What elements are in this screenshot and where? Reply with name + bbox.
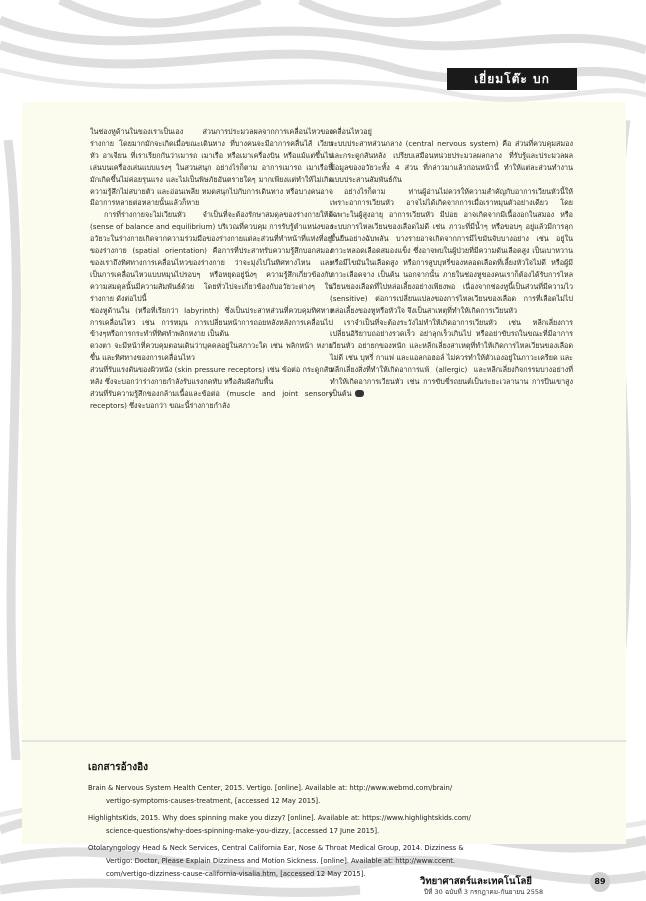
end-mark-icon: [355, 390, 364, 397]
references-title: เอกสารอ้างอิง: [88, 762, 148, 773]
paragraph: ระบบประสาทส่วนกลาง (central nervous system) คือ ส่วนที่ควบคุมสมองและกระดูกสันหลัง เปรียบเสมือนหน่วยประมวลผลกลาง ที่รับรู้และประมวลผลข้อมูลของอวัยวะทั้ง 4 ส่วน ที่กล่าวมาแล้วก่อนหน้านี้ ทำให้แต่ละส่วนทำงานแบบประสานสัมพันธ์กัน: [330, 138, 573, 184]
paragraph: ช่องหูด้านใน (หรือที่เรียกว่า labyrinth) ซึ่งเป็นประสาทส่วนที่ควบคุมทิศทางการเคลื่อนไหว เช่น การหมุน การเปลี่ยนหน้าการถอยหลังหลังการเคลื่อนไปข้างๆหรือการกระทำที่ทิศทำพลิกหงาย เป็นต้น: [90, 305, 333, 339]
reference-line: Brain & Nervous System Health Center, 2015. Vertigo. [online]. Available at: http://www.webmd.com/brain/: [88, 784, 453, 792]
section-header: เยี่ยมโต๊ะ บก: [447, 68, 577, 90]
paragraph: [330, 317, 573, 400]
reference-line: vertigo-symptoms-causes-treatment, [accessed 12 May 2015].: [106, 797, 321, 805]
reference-line: com/vertigo-dizziness-cause-california-visalia.htm, [accessed 12 May 2015].: [106, 870, 366, 878]
paragraph-text: เราจำเป็นที่จะต้องระวังไม่ทำให้เกิดอาการเวียนหัว เช่น หลีกเลี่ยงการเปลี่ยนอิริยาบถอย่างรวดเร็ว อย่าลุกเร็วเกินไป หรืออย่าขับรถในขณะที่มีอาการเวียนหัว อย่ายกของหนัก และหลีกเลี่ยงสาเหตุที่ทำให้เกิดการไหลเวียนของเลือดไม่ดี เช่น บุหรี่ กาแฟ และแอลกอฮอล์ ไม่ควรทำให้ตัวเองอยู่ในภาวะเครียด และหลีกเลี่ยงสิ่งที่ทำให้เกิดอาการแพ้ (allergic) และหลีกเลี่ยงกิจกรรมบางอย่างที่ทำให้เกิดอาการเวียนหัว เช่น การขับขี่รถยนต์เป็นระยะเวลานาน การปีนเขาสูงเป็นต้น: [330, 317, 573, 398]
paragraph: เคลื่อนไหวอยู่: [330, 127, 372, 136]
reference-item: [88, 782, 568, 808]
reference-item: [88, 812, 568, 838]
divider: [22, 740, 626, 742]
paragraph: การที่ร่างกายจะไม่เวียนหัว จำเป็นที่จะต้องรักษาสมดุลของร่างกายให้ดี (sense of balance and equilibrium) บริเวณที่ควบคุม การรับรู้ตำแหน่งของอวัยวะในร่างกายเกิดจากความร่วมมือของร่างกายแต่ละส่วนที่ทำหน้าที่แห่งที่อยู่ของร่างกาย (spatial orientation) คือการที่ประสาทรับความรู้สึกบอกสมองของเราถึงทิศทางการเคลื่อนไหวของร่างกาย ว่าจะมุ่งไปในทิศทางไหน และเป็นการเคลื่อนไหวแบบหมุนไปรอบๆ หรือหยุดอยู่นิ่งๆ ความรู้สึกเกี่ยวข้องกับความสมดุลนั้นมีความสัมพันธ์ด้วย โดยทั่วไปจะเกี่ยวข้องกับอวัยวะต่างๆ ในร่างกาย ดังต่อไปนี้: [90, 210, 333, 303]
paragraph: ดวงตา จะมีหน้าที่ควบคุมตอนเดินว่าบุคคลอยู่ในสภาวะใด เช่น พลิกหน้า หงายขึ้น และทิศทางของการเคลื่อนไหว: [90, 341, 333, 363]
paragraph: ในช่องหูด้านในของเราเป็นเอง ส่วนการประมวลผลจากการเคลื่อนไหวของร่างกาย โดยมากมักจะเกิดเมื่อขณะเดินทาง ที่บางคนจะมีอาการคลื่นไส้ เวียนหัว อาเจียน ที่เราเรียกกันว่าเมารถ เมาเรือ หรือเมาเครื่องบิน หรือแม้แต่ขึ้นไปเล่นบนเครื่องเล่นแบบแรงๆ ในสวนสนุก อย่างไรก็ตาม อาการเมารถ เมาเรือนี้ มักเกิดขึ้นไม่ค่อยรุนแรง และไม่เป็นพิษภัยอันตรายใดๆ มากเพียงแต่ทำให้ไม่เกิดความรู้สึกไม่สบายตัว และอ่อนเพลีย หมดสนุกไปกับการเดินทาง หรือบางคนอาจมีอาการหลายต่อหลายนั้นแล้วก็หาย: [90, 127, 333, 208]
reference-line: science-questions/why-does-spinning-make-you-dizzy, [accessed 17 June 2015].: [106, 827, 380, 835]
paragraph: ส่วนที่รับความรู้สึกของกล้ามเนื้อและข้อต่อ (muscle and joint sensory receptors) ซึ่งจะบอกว่า ขณะนี้ร่างกายกำลัง: [90, 388, 333, 410]
reference-line: Vertigo: Doctor, Please Explain Dizziness and Motion Sickness. [online]. Available at: http://www.ccent.: [106, 857, 456, 865]
journal-title: วิทยาศาสตร์และเทคโนโลยี: [420, 876, 532, 887]
left-column: [90, 126, 333, 412]
right-column: [330, 126, 573, 400]
reference-line: HighlightsKids, 2015. Why does spinning make you dizzy? [online]. Available at: https://www.highlightskids.com/: [88, 814, 471, 822]
journal-issue: ปีที่ 30 ฉบับที่ 3 กรกฎาคม-กันยายน 2558: [424, 888, 544, 896]
page-number: 89: [590, 872, 610, 892]
reference-line: Otolaryngology Head & Neck Services, Central California Ear, Nose & Throat Medical Group, 2014. Dizziness &: [88, 844, 464, 852]
paragraph: ส่วนที่รับแรงดันของผิวหนัง (skin pressure receptors) เช่น ข้อต่อ กระดูกสันหลัง ซึ่งจะบอกว่าร่างกายกำลังรับแรงกดทับ หรือสัมผัสกับพื้น: [90, 365, 333, 387]
paragraph: อย่างไรก็ตาม ท่านผู้อ่านไม่ควรให้ความสำคัญกับอาการเวียนหัวนี้ให้ เพราะอาการเวียนหัว อาจไม่ได้เกิดจากการเมื่อเราหมุนตัวอย่างเดียว โดยเฉพาะในผู้สูงอายุ อาการเวียนหัว มีบ่อย อาจเกิดจากมีเนื้องอกในสมอง หรือระบบการไหลเวียนของเลือดไม่ดี เช่น ภาวะที่มีน้ำๆ หรือขอบๆ อยู่แล้วมีการลุกขึ้นยืนอย่างฉับพลัน บางรายอาจเกิดจากการมีไขมันจับบางอย่าง เช่น อยู่ในภาวะหลอดเลือดสมองแข็ง ซึ่งอาจพบในผู้ป่วยที่มีความดันเลือดสูง เป็นเบาหวาน หรือมีไขมันในเลือดสูง หรือการสูบบุหรี่ของหลอดเลือดที่เลี้ยงหัวใจไม่ดี หรือผู้มีภาวะเลือดจาง เป็นต้น นอกจากนั้น ภายในช่องหูของคนเราก็ต้องได้รับการไหลเวียนของเลือดที่ไปหล่อเลี้ยงอย่างเพียงพอ เนื่องจากช่องหูนี้เป็นส่วนที่มีความไว (sensitive) ต่อการเปลี่ยนแปลงของการไหลเวียนของเลือด การที่เลือดไม่ไปหล่อเลี้ยงของหูหรือหัวใจ จึงเป็นสาเหตุที่ทำให้เกิดการเวียนหัว: [330, 186, 573, 315]
